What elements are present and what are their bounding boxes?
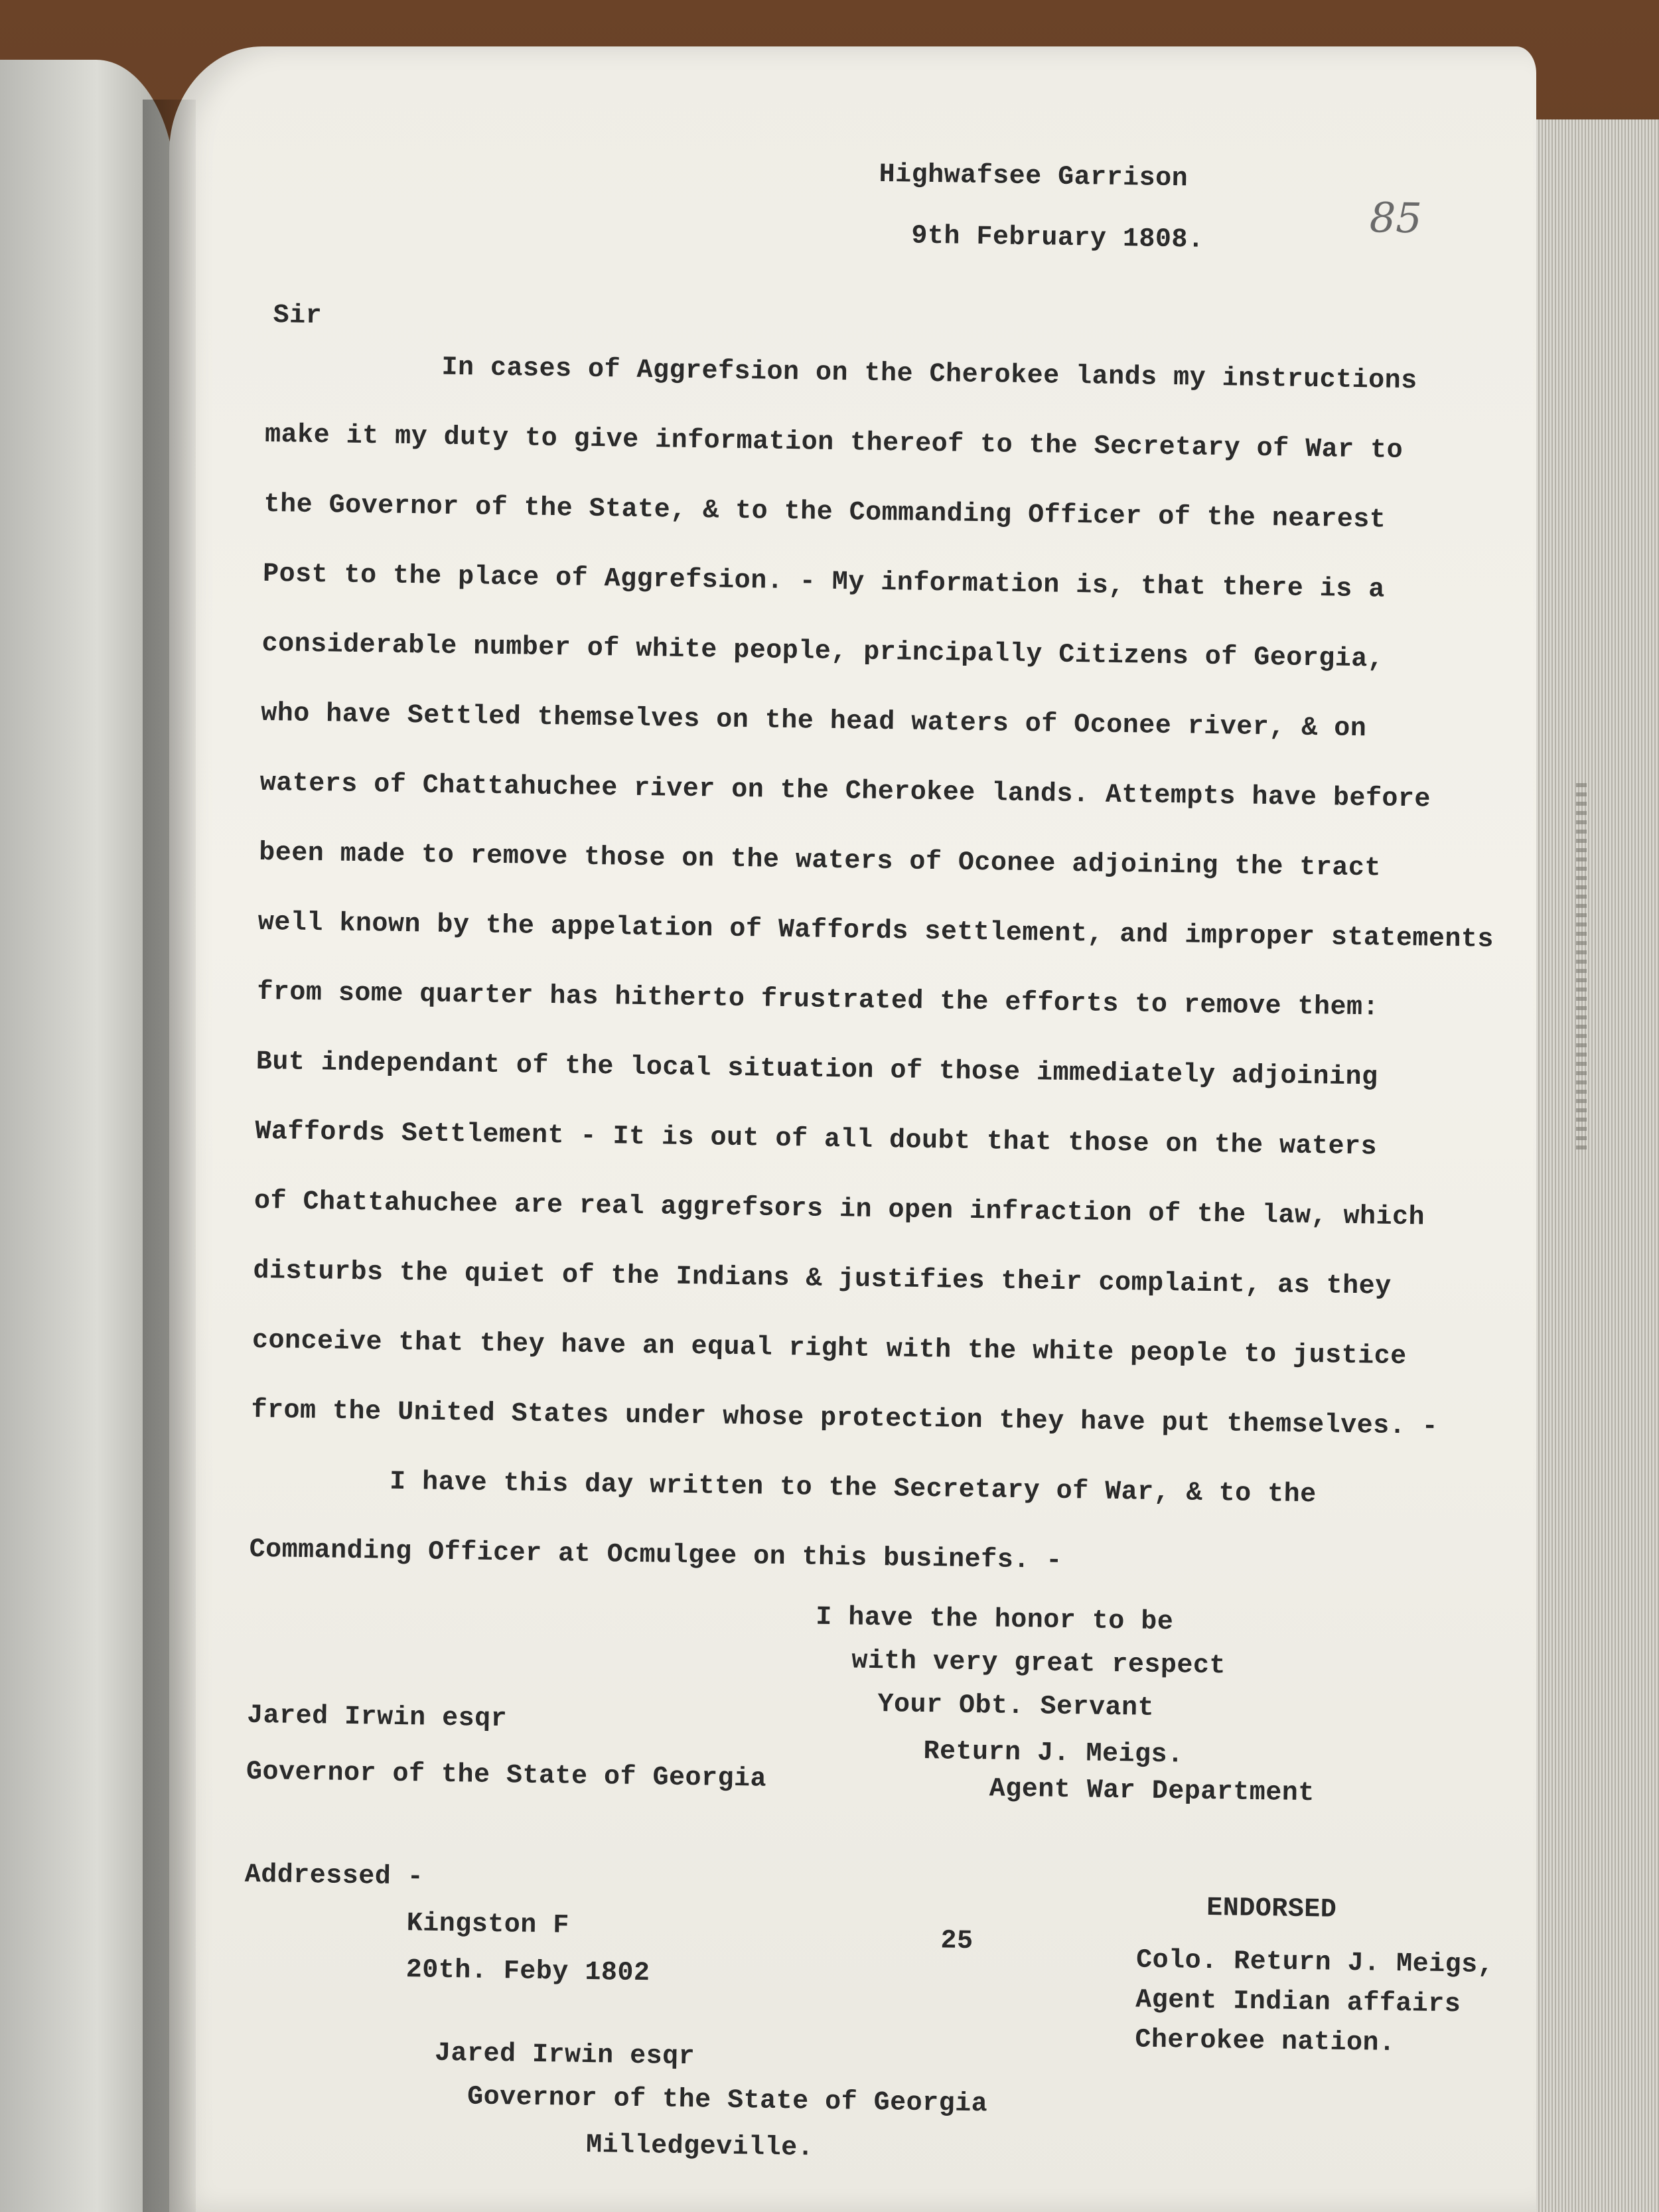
page-edge-marking [1576,783,1587,1155]
body-line: In cases of Aggrefsion on the Cherokee lands my instructions [441,352,1417,397]
address-line: Kingston F [406,1909,570,1941]
signature-title: Agent War Department [989,1774,1315,1809]
body-line: from some quarter has hitherto frustrated the efforts to remove them: [257,977,1380,1023]
endorsed-line: Agent Indian affairs [1135,1985,1461,2020]
address-city: Milledgeville. [585,2130,814,2164]
address-recipient-name: Jared Irwin esqr [434,2038,695,2073]
closing-line: Your Obt. Servant [877,1690,1155,1724]
address-line: 20th. Feby 1802 [405,1955,650,1989]
typed-letter [169,46,1536,2212]
signature-name: Return J. Meigs. [923,1737,1184,1771]
body-line: Commanding Officer at Ocmulgee on this businefs. - [249,1534,1063,1576]
body-line: waters of Chattahuchee river on the Cherokee lands. Attempts have before [259,768,1431,815]
recipient-title: Governor of the State of Georgia [246,1757,767,1795]
body-line: I have this day written to the Secretary of War, & to the [389,1467,1317,1511]
body-line: from the United States under whose protection they have put themselves. - [251,1395,1439,1442]
page-number: 25 [940,1926,974,1957]
address-recipient-title: Governor of the State of Georgia [467,2082,988,2120]
body-line: disturbs the quiet of the Indians & justifies their complaint, as they [253,1256,1392,1302]
body-line: the Governor of the State, & to the Commanding Officer of the nearest [263,489,1386,536]
body-line: who have Settled themselves on the head waters of Oconee river, & on [260,698,1367,745]
recipient-name: Jared Irwin esqr [246,1700,508,1735]
closing-line: I have the honor to be [815,1602,1174,1638]
letter-date: 9th February 1808. [911,221,1204,256]
closing-line: with very great respect [851,1646,1226,1682]
folio-number: 85 [1369,193,1423,243]
body-line: considerable number of white people, principally Citizens of Georgia, [261,628,1384,675]
address-label: Addressed - [244,1860,424,1893]
salutation: Sir [273,301,323,332]
endorsed-label: ENDORSED [1206,1893,1337,1925]
page-edges [1526,119,1659,2212]
body-line: make it my duty to give information thereof to the Secretary of War to [264,419,1404,466]
document-page [169,46,1536,2212]
endorsed-line: Colo. Return J. Meigs, [1135,1945,1494,1981]
body-line: of Chattahuchee are real aggrefsors in open infraction of the law, which [253,1186,1425,1233]
book-gutter-shadow [143,100,196,2212]
body-line: conceive that they have an equal right with the white people to justice [252,1325,1407,1372]
body-line: been made to remove those on the waters of Oconee adjoining the tract [258,838,1382,884]
endorsed-line: Cherokee nation. [1135,2025,1396,2059]
body-line: But independant of the local situation of those immediately adjoining [255,1047,1378,1093]
body-line: well known by the appelation of Waffords settlement, and improper statements [257,907,1494,955]
body-line: Waffords Settlement - It is out of all doubt that those on the waters [255,1116,1378,1163]
letter-place: Highwafsee Garrison [879,159,1189,194]
body-line: Post to the place of Aggrefsion. - My information is, that there is a [262,559,1386,605]
